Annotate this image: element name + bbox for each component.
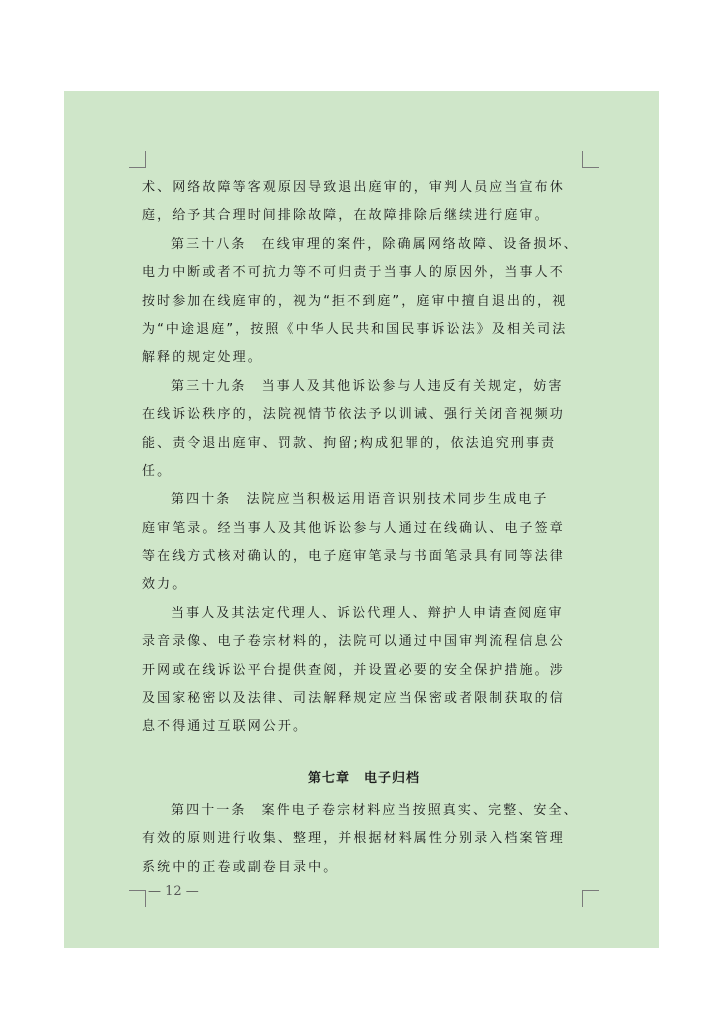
text-line: 任。 — [142, 463, 173, 479]
crop-mark-bottom-left — [129, 890, 146, 907]
text-line: 系统中的正卷或副卷目录中。 — [142, 859, 339, 875]
text-line: 为“中途退庭”，按照《中华人民共和国民事诉讼法》及相关司法 — [142, 321, 568, 337]
crop-mark-bottom-right — [582, 890, 599, 907]
text-line: 及国家秘密以及法律、司法解释规定应当保密或者限制获取的信 — [142, 691, 565, 707]
text-line: 庭审笔录。经当事人及其他诉讼参与人通过在线确认、电子签章 — [142, 520, 565, 536]
article-41-line: 第四十一条 案件电子卷宗材料应当按照真实、完整、安全、 — [171, 802, 579, 818]
text-line: 术、网络故障等客观原因导致退出庭审的，审判人员应当宣布休 — [142, 180, 565, 195]
text-line: 息不得通过互联网公开。 — [142, 719, 309, 735]
text-line: 有效的原则进行收集、整理，并根据材料属性分别录入档案管理 — [142, 831, 565, 847]
chapter-title: 第七章 电子归档 — [307, 770, 420, 786]
text-line: 庭，给予其合理时间排除故障，在故障排除后继续进行庭审。 — [142, 208, 550, 224]
article-40-line: 第四十条 法院应当积极运用语音识别技术同步生成电子 — [171, 492, 549, 508]
text-line: 录音录像、电子卷宗材料的，法院可以通过中国审判流程信息公 — [142, 634, 565, 650]
text-line: 按时参加在线庭审的，视为“拒不到庭”，庭审中擅自退出的，视 — [142, 293, 568, 309]
text-line: 效力。 — [142, 577, 188, 593]
article-38-line: 第三十八条 在线审理的案件，除确属网络故障、设备损坏、 — [171, 236, 579, 252]
text-line: 等在线方式核对确认的，电子庭审笔录与书面笔录具有同等法律 — [142, 549, 565, 565]
document-body — [142, 174, 586, 882]
text-line: 在线诉讼秩序的，法院视情节依法予以训诫、强行关闭音视频功 — [142, 407, 565, 423]
text-line: 解释的规定处理。 — [142, 350, 263, 366]
text-line: 能、责令退出庭审、罚款、拘留;构成犯罪的，依法追究刑事责 — [142, 435, 557, 451]
page-number: — 12 — — [148, 884, 199, 899]
text-line: 电力中断或者不可抗力等不可归责于当事人的原因外，当事人不 — [142, 265, 565, 281]
crop-mark-top-left — [129, 151, 146, 168]
paragraph-line: 当事人及其法定代理人、诉讼代理人、辩护人申请查阅庭审 — [171, 605, 564, 621]
article-39-line: 第三十九条 当事人及其他诉讼参与人违反有关规定，妨害 — [171, 378, 564, 394]
document-page — [64, 91, 659, 948]
crop-mark-top-right — [582, 151, 599, 168]
text-line: 开网或在线诉讼平台提供查阅，并设置必要的安全保护措施。涉 — [142, 662, 565, 678]
